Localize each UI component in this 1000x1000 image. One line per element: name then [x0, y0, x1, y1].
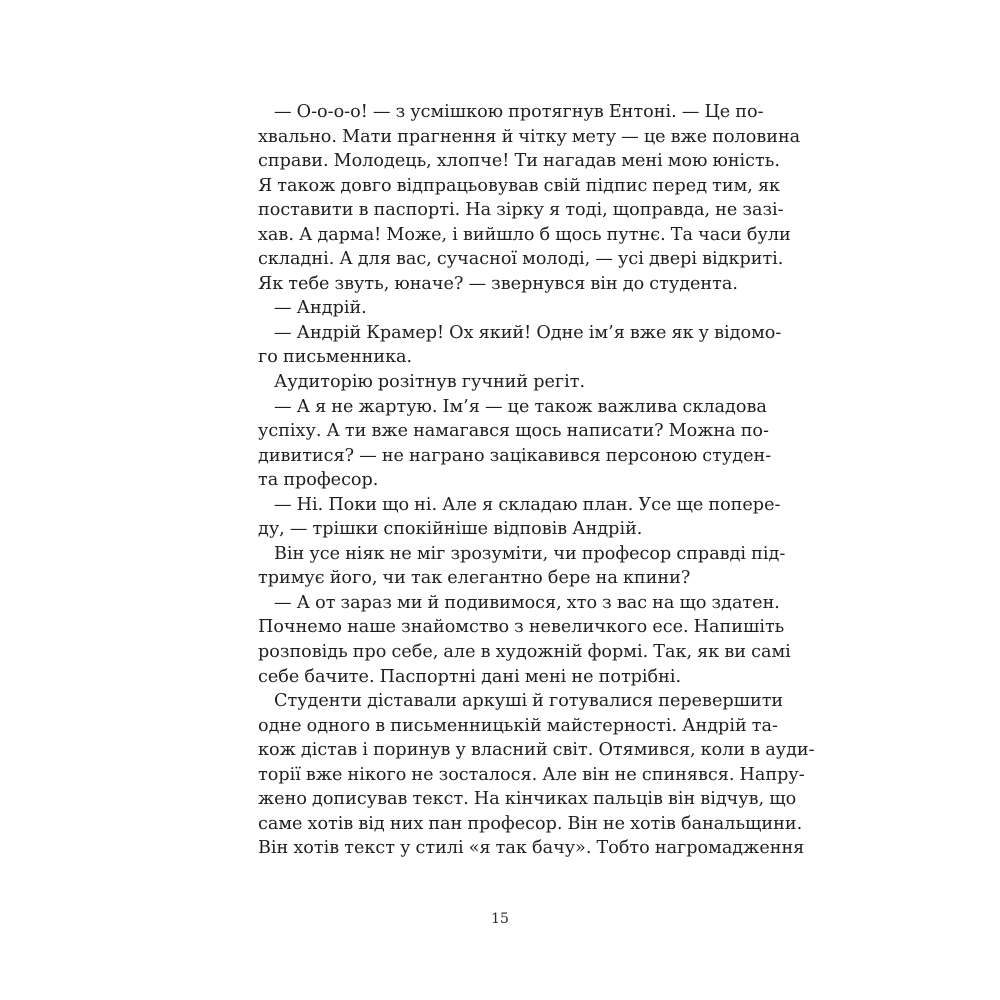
text-line: тримує його, чи так елегантно бере на кпини? [258, 568, 691, 589]
text-line: — Андрій. [274, 298, 367, 319]
text-line: — А от зараз ми й подивимося, хто з вас на що здатен. [274, 592, 780, 613]
text-line: справи. Молодець, хлопче! Ти нагадав мені мою юність. [258, 151, 780, 172]
text-line: одне одного в письменницькій майстерності. Андрій та- [258, 715, 778, 736]
text-line: Почнемо наше знайомство з невеличкого есе. Напишіть [258, 617, 785, 638]
text-line: Аудиторію розітнув гучний регіт. [274, 372, 586, 393]
text-line: Він хотів текст у стилі «я так бачу». Тобто нагромадження [258, 838, 805, 859]
text-line: хав. А дарма! Може, і вийшло б щось путнє. Та часи були [258, 224, 791, 245]
text-line: — Ні. Поки що ні. Але я складаю план. Усе ще попере- [274, 494, 781, 515]
text-line: себе бачите. Паспортні дані мені не потрібні. [258, 666, 682, 687]
text-line: поставити в паспорті. На зірку я тоді, щоправда, не зазі- [258, 200, 784, 221]
text-line: та професор. [258, 470, 379, 491]
text-line: дивитися? — не награно зацікавився персоною студен- [258, 445, 772, 466]
text-line: — О-о-о-о! — з усмішкою протягнув Ентоні. — Це по- [274, 102, 764, 122]
text-line: — А я не жартую. Ім’я — це також важлива складова [274, 396, 767, 417]
text-line: саме хотів від них пан професор. Він не хотів банальщини. [258, 813, 803, 834]
text-line: торії вже нікого не зосталося. Але він не спинявся. Напру- [258, 764, 805, 785]
text-line: Він усе ніяк не міг зрозуміти, чи професор справді під- [274, 543, 786, 564]
text-line: Студенти діставали аркуші й готувалися перевершити [274, 691, 784, 712]
text-line: го письменника. [258, 347, 413, 368]
page-text [258, 100, 815, 861]
page-number: 15 [491, 911, 509, 927]
text-line: жено дописував текст. На кінчиках пальців він відчув, що [258, 789, 797, 810]
text-line: успіху. А ти вже намагався щось написати? Можна по- [258, 421, 769, 442]
text-line: Я також довго відпрацьовував свій підпис перед тим, як [258, 175, 781, 196]
text-line: складні. А для вас, сучасної молоді, — усі двері відкриті. [258, 249, 784, 270]
text-line: кож дістав і поринув у власний світ. Отямився, коли в ауди- [258, 740, 815, 761]
text-line: — Андрій Крамер! Ох який! Одне ім’я вже як у відомо- [274, 322, 782, 343]
text-line: ду, — трішки спокійніше відповів Андрій. [258, 519, 643, 540]
text-line: розповідь про себе, але в художній формі. Так, як ви самі [258, 642, 791, 663]
text-line: Як тебе звуть, юначе? — звернувся він до студента. [258, 273, 738, 294]
text-line: хвально. Мати прагнення й чітку мету — це вже половина [258, 126, 801, 147]
